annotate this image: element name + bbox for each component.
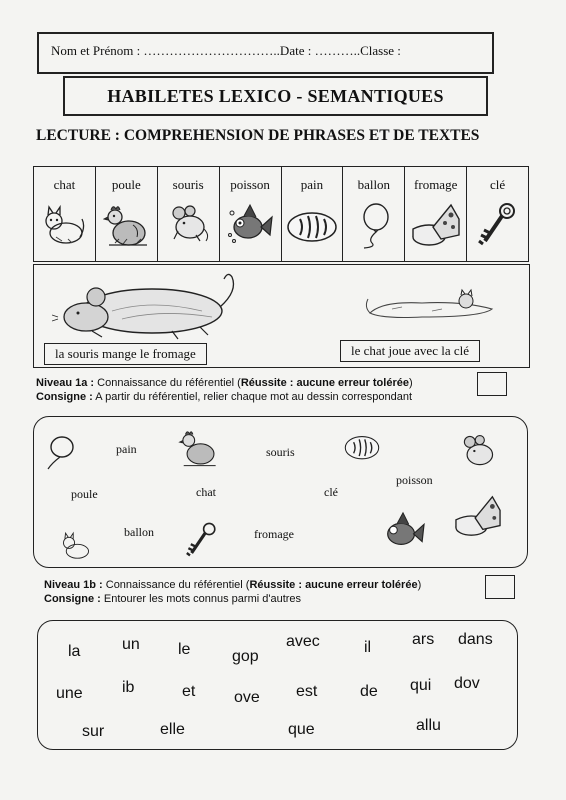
cheese-icon [452, 493, 504, 539]
word-item[interactable]: allu [416, 717, 441, 734]
word-item[interactable]: il [364, 639, 372, 656]
cat-icon [42, 201, 86, 247]
level-1a-line [36, 377, 413, 390]
ref-word: poisson [230, 177, 270, 192]
words-exercise-box [37, 620, 518, 750]
level-1a-consigne-text: A partir du référentiel, relier chaque mot au dessin correspondant [92, 391, 413, 403]
student-info-line: Nom et Prénom : …………………………..Date : ………..Classe : [51, 43, 401, 58]
word-item[interactable]: dov [454, 675, 480, 692]
word-item[interactable]: elle [160, 721, 185, 738]
mouse-icon [458, 431, 498, 471]
student-info-box [37, 32, 494, 74]
word-item[interactable]: ib [122, 679, 135, 696]
ref-word: poule [111, 177, 141, 192]
ref-word: ballon [357, 177, 391, 192]
level-1b-close: ) [417, 579, 422, 591]
mouse-icon [166, 201, 210, 245]
level-1a-consigne [36, 391, 412, 404]
ref-cell-cle [467, 167, 528, 261]
ref-cell-poisson [220, 167, 282, 261]
match-word-chat[interactable]: chat [196, 485, 216, 499]
scene-box [33, 264, 530, 368]
level-1a-consigne-label: Consigne : [36, 391, 93, 403]
hen-icon [103, 201, 149, 251]
word-item[interactable]: sur [82, 723, 105, 740]
word-item[interactable]: ars [412, 631, 435, 648]
level-1a-label: Niveau 1a : [36, 377, 95, 389]
level-1b-consigne [44, 593, 301, 606]
level-1a-bold: Réussite : aucune erreur tolérée [240, 377, 409, 389]
word-item[interactable]: ove [234, 689, 260, 706]
fish-icon [378, 509, 428, 553]
match-word-cle[interactable]: clé [324, 485, 338, 499]
match-word-ballon[interactable]: ballon [124, 525, 154, 539]
word-item[interactable]: un [122, 636, 140, 653]
ref-word: souris [172, 177, 204, 192]
match-word-souris[interactable]: souris [266, 445, 295, 459]
word-item[interactable]: une [56, 685, 83, 702]
match-word-fromage[interactable]: fromage [254, 527, 294, 541]
ref-word: chat [53, 177, 76, 192]
level-1b-bold: Réussite : aucune erreur tolérée [249, 579, 418, 591]
bread-icon [286, 201, 338, 247]
ref-cell-chat [34, 167, 96, 261]
match-word-pain[interactable]: pain [116, 442, 137, 456]
sentence-caption-1: la souris mange le fromage [44, 343, 207, 365]
level-1a-close: ) [408, 377, 413, 389]
word-item[interactable]: que [288, 721, 315, 738]
balloon-icon [42, 435, 78, 471]
bread-icon [336, 431, 388, 463]
ref-cell-pain [282, 167, 344, 261]
cat-playing-key-illustration [362, 287, 502, 323]
key-icon [477, 201, 519, 251]
level-1b-line [44, 579, 421, 592]
level-1a-text: Connaissance du référentiel ( [94, 377, 241, 389]
balloon-icon [354, 201, 394, 249]
word-item[interactable]: gop [232, 648, 259, 665]
ref-word: clé [489, 177, 506, 192]
page-title: HABILETES LEXICO - SEMANTIQUES [107, 86, 444, 106]
page-subtitle: LECTURE : COMPREHENSION DE PHRASES ET DE TEXTES [36, 127, 480, 144]
word-item[interactable]: de [360, 683, 378, 700]
hen-icon [174, 427, 222, 469]
level-1b-text: Connaissance du référentiel ( [102, 579, 250, 591]
word-item[interactable]: est [296, 683, 318, 700]
matching-exercise-box [33, 416, 528, 568]
level-1a-checkbox[interactable] [477, 372, 507, 396]
mouse-eating-cheese-illustration [52, 271, 252, 343]
word-item[interactable]: le [178, 641, 191, 658]
ref-word: pain [300, 177, 324, 192]
word-item[interactable]: qui [410, 677, 432, 694]
level-1b-consigne-label: Consigne : [44, 593, 101, 605]
level-1b-consigne-text: Entourer les mots connus parmi d'autres [100, 593, 302, 605]
sentence-caption-2: le chat joue avec la clé [340, 340, 480, 362]
level-1b-label: Niveau 1b : [44, 579, 103, 591]
ref-cell-souris [158, 167, 220, 261]
title-box [63, 76, 488, 116]
word-item[interactable]: avec [286, 633, 320, 650]
word-item[interactable]: la [68, 643, 81, 660]
cheese-icon [411, 201, 461, 249]
fish-icon [226, 201, 274, 247]
match-word-poisson[interactable]: poisson [396, 473, 433, 487]
word-item[interactable]: et [182, 683, 196, 700]
cat-icon [54, 529, 98, 561]
match-word-poule[interactable]: poule [71, 487, 98, 501]
level-1b-checkbox[interactable] [485, 575, 515, 599]
ref-cell-poule [96, 167, 158, 261]
ref-cell-fromage [405, 167, 467, 261]
referentiel-table [33, 166, 529, 262]
key-icon [178, 521, 226, 561]
ref-word: fromage [414, 177, 458, 192]
word-item[interactable]: dans [458, 631, 493, 648]
ref-cell-ballon [343, 167, 405, 261]
